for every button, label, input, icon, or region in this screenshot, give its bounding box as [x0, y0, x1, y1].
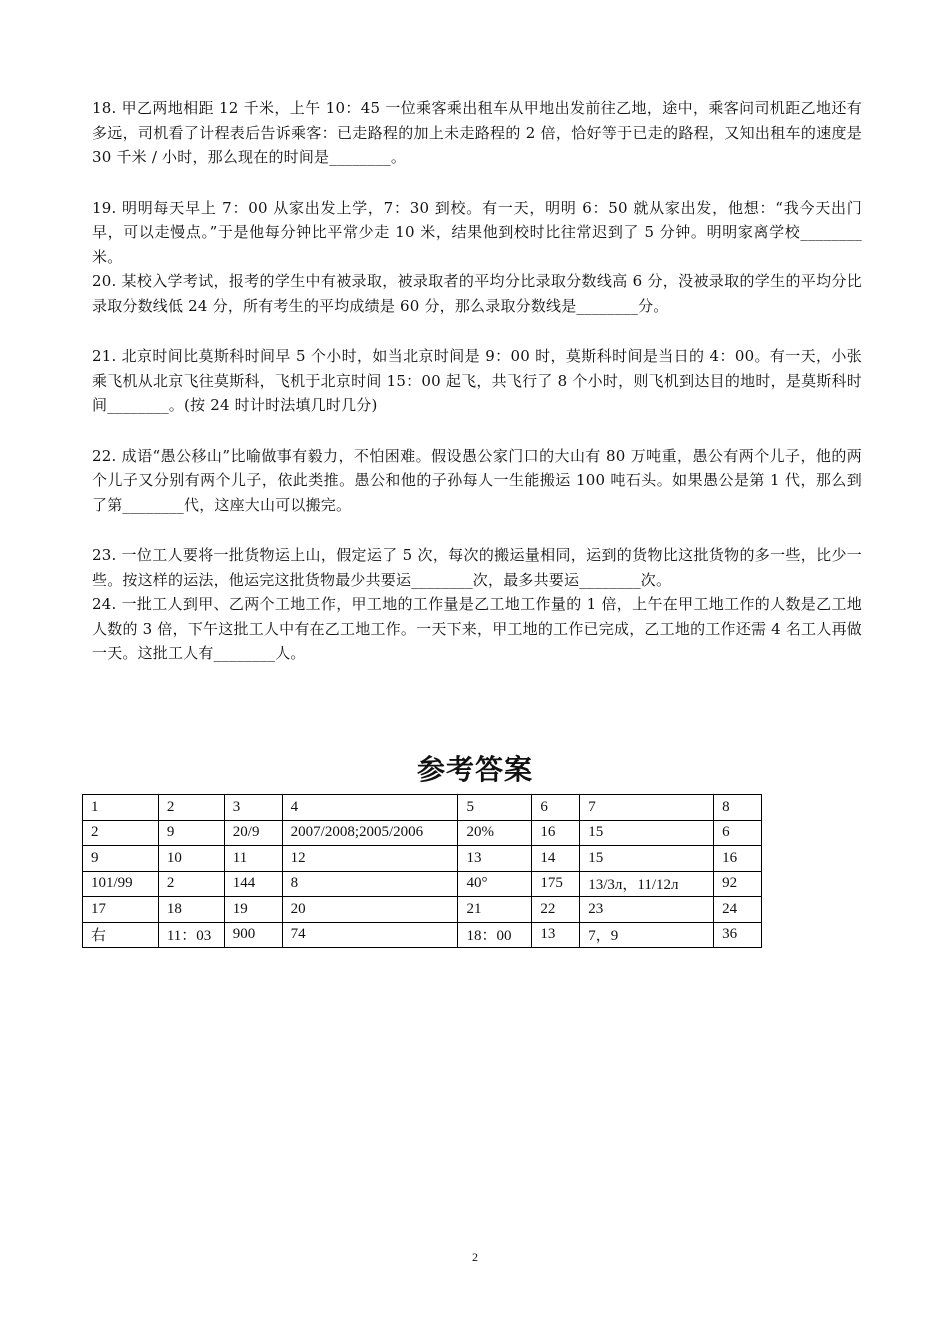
- table-cell: 右: [83, 922, 159, 948]
- table-cell: 13: [458, 846, 532, 872]
- table-cell: 2007/2008;2005/2006: [282, 820, 458, 846]
- table-cell: 40°: [458, 871, 532, 897]
- table-cell: 175: [532, 871, 580, 897]
- table-cell: 22: [532, 897, 580, 923]
- table-cell: 6: [714, 820, 762, 846]
- table-cell: 1: [83, 795, 159, 821]
- table-cell: 23: [580, 897, 714, 923]
- table-cell: 7，9: [580, 922, 714, 948]
- table-cell: 36: [714, 922, 762, 948]
- question-24: 24. 一批工人到甲、乙两个工地工作，甲工地的工作量是乙工地工作量的 1 倍，上午在甲工地工作的人数是乙工地人数的 3 倍，下午这批工人中有在乙工地工作。一天下来，甲工地的工作已完成，乙工地的工作还需 4 名工人再做一天。这批工人有________人。: [92, 595, 862, 662]
- question-20: 20. 某校入学考试，报考的学生中有被录取，被录取者的平均分比录取分数线高 6 分，没被录取的学生的平均分比录取分数线低 24 分，所有考生的平均成绩是 60 分，那么录取分数线是________分。: [92, 272, 862, 315]
- page-number: 2: [472, 1250, 478, 1264]
- table-cell: 8: [714, 795, 762, 821]
- answer-table-body: [83, 795, 762, 948]
- table-cell: 3: [224, 795, 282, 821]
- table-cell: 8: [282, 871, 458, 897]
- question-19: 19. 明明每天早上 7：00 从家出发上学，7：30 到校。有一天，明明 6：50 就从家出发，他想：“我今天出门早，可以走慢点。”于是他每分钟比平常少走 10 米，结果他到校时比往常迟到了 5 分钟。明明家离学校________米。: [92, 198, 862, 266]
- table-cell: 17: [83, 897, 159, 923]
- question-18: 18. 甲乙两地相距 12 千米，上午 10：45 一位乘客乘出租车从甲地出发前往乙地，途中，乘客问司机距乙地还有多远，司机看了计程表后告诉乘客：已走路程的加上未走路程的 2 倍，恰好等于已走的路程，又知出租车的速度是 30 千米 / 小时，那么现在的时间是________。: [92, 99, 862, 166]
- table-cell: 5: [458, 795, 532, 821]
- table-cell: 21: [458, 897, 532, 923]
- table-cell: 18：00: [458, 922, 532, 948]
- table-cell: 20: [282, 897, 458, 923]
- table-cell: 13: [532, 922, 580, 948]
- table-cell: 14: [532, 846, 580, 872]
- answer-title: 参考答案: [416, 753, 533, 786]
- table-cell: 9: [83, 846, 159, 872]
- table-cell: 15: [580, 846, 714, 872]
- answer-table: [82, 794, 762, 948]
- table-row: [83, 795, 762, 821]
- table-cell: 74: [282, 922, 458, 948]
- table-cell: 2: [158, 795, 224, 821]
- table-cell: 24: [714, 897, 762, 923]
- table-row: [83, 846, 762, 872]
- table-row: [83, 820, 762, 846]
- table-row: [83, 922, 762, 948]
- table-cell: 9: [158, 820, 224, 846]
- question-22: 22. 成语“愚公移山”比喻做事有毅力，不怕困难。假设愚公家门口的大山有 80 万吨重，愚公有两个儿子，他的两个儿子又分别有两个儿子，依此类推。愚公和他的子孙每人一生能搬运 100 吨石头。如果愚公是第 1 代，那么到了第________代，这座大山可以搬完。: [92, 446, 862, 514]
- table-cell: 11: [224, 846, 282, 872]
- table-cell: 18: [158, 897, 224, 923]
- table-cell: 10: [158, 846, 224, 872]
- table-cell: 19: [224, 897, 282, 923]
- table-cell: 11：03: [158, 922, 224, 948]
- table-cell: 144: [224, 871, 282, 897]
- table-cell: 20/9: [224, 820, 282, 846]
- table-cell: 2: [158, 871, 224, 897]
- table-cell: 20%: [458, 820, 532, 846]
- table-cell: 15: [580, 820, 714, 846]
- table-cell: 900: [224, 922, 282, 948]
- table-cell: 2: [83, 820, 159, 846]
- table-cell: 6: [532, 795, 580, 821]
- question-23: 23. 一位工人要将一批货物运上山，假定运了 5 次，每次的搬运量相同，运到的货物比这批货物的多一些，比少一些。按这样的运法，他运完这批货物最少共要运________次，最多共要运________次。: [92, 546, 862, 589]
- table-cell: 92: [714, 871, 762, 897]
- table-cell: 4: [282, 795, 458, 821]
- table-cell: 101/99: [83, 871, 159, 897]
- table-cell: 16: [532, 820, 580, 846]
- table-cell: 13/3л，11/12л: [580, 871, 714, 897]
- table-row: [83, 871, 762, 897]
- questions-section: [92, 96, 862, 666]
- table-row: [83, 897, 762, 923]
- question-21: 21. 北京时间比莫斯科时间早 5 个小时，如当北京时间是 9：00 时，莫斯科时间是当日的 4：00。有一天，小张乘飞机从北京飞往莫斯科，飞机于北京时间 15：00 起飞，共飞行了 8 个小时，则飞机到达目的地时，是莫斯科时间________。(按 24 时计时法填几时几分): [92, 347, 862, 414]
- table-cell: 7: [580, 795, 714, 821]
- table-cell: 16: [714, 846, 762, 872]
- table-cell: 12: [282, 846, 458, 872]
